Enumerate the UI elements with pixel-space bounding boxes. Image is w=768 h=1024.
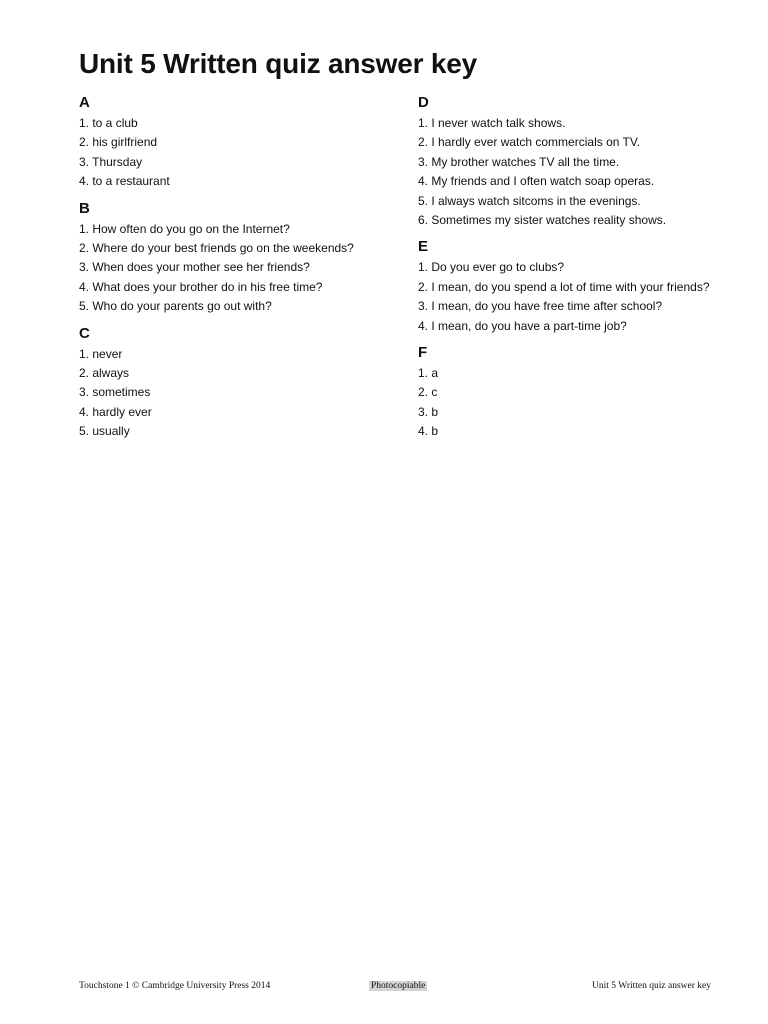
section-heading: A [79, 94, 90, 111]
answer-item: 1. I never watch talk shows. [418, 116, 566, 130]
answer-item: 5. I always watch sitcoms in the evenings. [418, 193, 641, 208]
answer-item: 4. What does your brother do in his free time? [79, 279, 323, 294]
answer-item: 2. always [79, 365, 130, 380]
page-title: Unit 5 Written quiz answer key [79, 48, 478, 79]
section-heading: C [79, 324, 90, 342]
answer-item: 2. I mean, do you spend a lot of time with your friends? [418, 279, 710, 294]
footer-unit-title: Unit 5 Written quiz answer key [592, 981, 711, 991]
right-column [418, 92, 748, 447]
answer-item: 3. Thursday [79, 154, 143, 169]
answer-item: 2. Where do your best friends go on the weekends? [79, 240, 354, 255]
answer-item: 1. Do you ever go to clubs? [418, 260, 565, 275]
answer-item: 2. c [418, 385, 438, 400]
footer-photocopiable: Photocopiable [371, 981, 426, 991]
section-c [79, 323, 399, 442]
section-heading: E [418, 238, 429, 256]
answer-item: 4. I mean, do you have a part-time job? [418, 318, 627, 333]
answer-item: 4. b [418, 424, 439, 439]
answer-item: 4. hardly ever [79, 404, 152, 419]
section-heading: B [79, 199, 90, 217]
answer-item: 1. never [79, 346, 123, 361]
answer-item: 2. his girlfriend [79, 135, 158, 150]
answer-item: 1. How often do you go on the Internet? [79, 221, 290, 236]
section-heading: D [418, 94, 429, 111]
answer-item: 4. My friends and I often watch soap operas. [418, 174, 655, 189]
answer-item: 1. a [418, 365, 439, 380]
section-e [418, 236, 748, 336]
section-b [79, 198, 399, 317]
footer-copyright: Touchstone 1 © Cambridge University Press 2014 [79, 981, 271, 991]
answer-item: 1. to a club [79, 116, 138, 130]
answer-item: 3. b [418, 404, 439, 419]
answer-item: 3. sometimes [79, 385, 151, 400]
answer-item: 5. usually [79, 424, 130, 439]
answer-item: 5. Who do your parents go out with? [79, 299, 272, 314]
answer-item: 3. I mean, do you have free time after school? [418, 299, 663, 314]
left-column [79, 92, 399, 447]
section-d [418, 92, 748, 230]
answer-item: 3. My brother watches TV all the time. [418, 154, 620, 169]
answer-item: 2. I hardly ever watch commercials on TV. [418, 135, 641, 150]
section-f [418, 342, 748, 442]
answer-item: 3. When does your mother see her friends? [79, 260, 310, 275]
section-heading: F [418, 343, 428, 361]
answer-item: 4. to a restaurant [79, 174, 170, 189]
answer-item: 6. Sometimes my sister watches reality shows. [418, 212, 667, 227]
section-a [79, 92, 399, 192]
